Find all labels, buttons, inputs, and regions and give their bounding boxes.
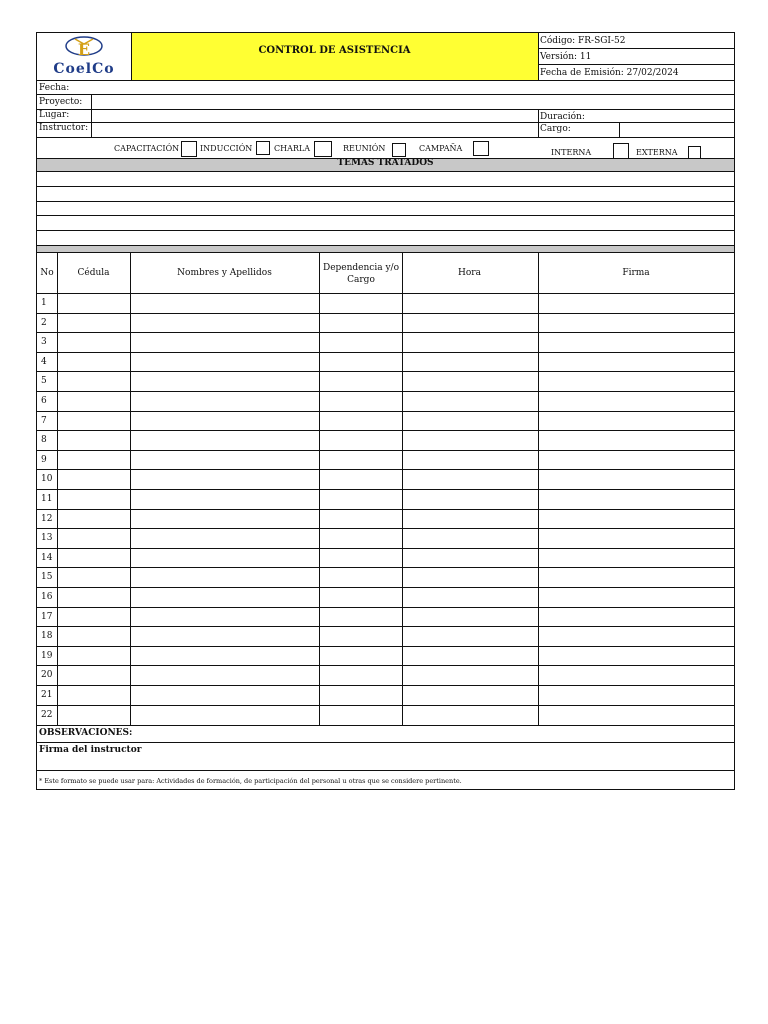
- table-row-divider: [37, 391, 735, 392]
- row-number: 3: [41, 337, 47, 348]
- table-row-divider: [37, 332, 735, 333]
- footer-note: * Este formato se puede usar para: Actividades de formación, de participación del personal u otras que se considere pertinente.: [39, 777, 462, 785]
- rule: [538, 109, 539, 137]
- type-campana-label: CAMPAÑA: [419, 144, 463, 153]
- rule: [37, 245, 735, 246]
- induccion-checkbox[interactable]: [256, 141, 270, 155]
- row-number: 7: [41, 415, 47, 426]
- observaciones-label: OBSERVACIONES:: [39, 728, 133, 738]
- temas-title: TEMAS TRATADOS: [337, 158, 434, 168]
- campana-checkbox[interactable]: [473, 141, 489, 156]
- row-number: 9: [41, 454, 47, 465]
- form-version: Versión: 11: [540, 52, 592, 62]
- rule: [37, 215, 735, 216]
- lugar-label: Lugar:: [39, 110, 70, 120]
- rule: [319, 252, 320, 725]
- table-row-divider: [37, 646, 735, 647]
- rule: [37, 158, 735, 159]
- svg-text:E: E: [77, 40, 91, 59]
- rule: [91, 94, 92, 137]
- col-header-nombres: Nombres y Apellidos: [177, 268, 272, 278]
- rule: [130, 252, 131, 725]
- rule: [37, 109, 735, 110]
- table-row-divider: [37, 450, 735, 451]
- table-row-divider: [37, 489, 735, 490]
- col-header-dependencia: Dependencia y/o Cargo: [323, 263, 399, 285]
- row-number: 13: [41, 533, 53, 544]
- table-row-divider: [37, 607, 735, 608]
- col-header-hora: Hora: [458, 268, 481, 278]
- title-background: [131, 33, 538, 80]
- rule: [538, 33, 539, 80]
- rule: [37, 725, 735, 726]
- row-number: 11: [41, 494, 53, 504]
- row-number: 8: [41, 435, 47, 446]
- row-number: 15: [41, 572, 53, 583]
- row-number: 19: [41, 650, 53, 661]
- row-number: 5: [41, 376, 47, 387]
- table-row-divider: [37, 665, 735, 666]
- rule: [37, 122, 735, 123]
- rule: [37, 186, 735, 187]
- scope-interna-label: INTERNA: [551, 148, 592, 157]
- company-logo: [41, 35, 127, 79]
- row-number: 4: [41, 356, 47, 367]
- capacitacion-checkbox[interactable]: [181, 141, 197, 157]
- rule: [538, 64, 735, 65]
- table-row-divider: [37, 411, 735, 412]
- rule: [37, 230, 735, 231]
- rule: [57, 252, 58, 725]
- cargo-label: Cargo:: [540, 124, 571, 134]
- rule: [37, 80, 735, 81]
- col-header-cedula: Cédula: [77, 268, 110, 278]
- row-number: 20: [41, 670, 53, 681]
- reunion-checkbox[interactable]: [392, 143, 406, 157]
- row-number: 6: [41, 396, 47, 406]
- fecha-label: Fecha:: [39, 83, 70, 93]
- row-number: 21: [41, 690, 53, 700]
- table-row-divider: [37, 567, 735, 568]
- form-title: CONTROL DE ASISTENCIA: [258, 45, 411, 56]
- col-header-no: No: [40, 268, 54, 278]
- interna-checkbox[interactable]: [613, 143, 629, 159]
- form-code: Código: FR-SGI-52: [540, 36, 626, 46]
- row-number: 18: [41, 631, 53, 642]
- scope-externa-label: EXTERNA: [636, 148, 678, 157]
- logo-text: CoelCo: [53, 61, 115, 77]
- rule: [37, 171, 735, 172]
- rule: [402, 252, 403, 725]
- rule: [538, 252, 539, 725]
- table-row-divider: [37, 352, 735, 353]
- instructor-label: Instructor:: [39, 123, 89, 133]
- rule: [37, 742, 735, 743]
- type-capacitacion-label: CAPACITACIÓN: [114, 144, 180, 153]
- table-row-divider: [37, 371, 735, 372]
- row-number: 22: [41, 709, 53, 720]
- table-row-divider: [37, 626, 735, 627]
- type-reunion-label: REUNIÓN: [343, 144, 386, 153]
- rule: [37, 770, 735, 771]
- row-number: 2: [41, 317, 47, 328]
- table-row-divider: [37, 548, 735, 549]
- table-row-divider: [37, 509, 735, 510]
- row-number: 16: [41, 592, 53, 602]
- table-row-divider: [37, 430, 735, 431]
- rule: [37, 201, 735, 202]
- table-row-divider: [37, 469, 735, 470]
- rule: [37, 293, 735, 294]
- type-induccion-label: INDUCCIÓN: [200, 144, 253, 153]
- table-row-divider: [37, 587, 735, 588]
- rule: [37, 252, 735, 253]
- firma-instructor-label: Firma del instructor: [39, 745, 142, 755]
- rule: [37, 94, 735, 95]
- table-row-divider: [37, 528, 735, 529]
- row-number: 1: [41, 298, 47, 308]
- charla-checkbox[interactable]: [314, 141, 332, 157]
- rule: [538, 48, 735, 49]
- rule: [619, 122, 620, 137]
- table-row-divider: [37, 313, 735, 314]
- type-charla-label: CHARLA: [274, 144, 310, 153]
- row-number: 10: [41, 474, 53, 485]
- rule: [37, 137, 735, 138]
- row-number: 14: [41, 552, 53, 563]
- rule: [131, 33, 132, 80]
- table-row-divider: [37, 685, 735, 686]
- temas-separator-bg: [37, 245, 734, 252]
- row-number: 12: [41, 513, 53, 524]
- row-number: 17: [41, 611, 53, 622]
- attendance-form: [36, 32, 735, 790]
- col-header-firma: Firma: [622, 268, 650, 278]
- table-row-divider: [37, 705, 735, 706]
- duracion-label: Duración:: [540, 112, 585, 122]
- form-issue-date: Fecha de Emisión: 27/02/2024: [540, 68, 679, 78]
- proyecto-label: Proyecto:: [39, 97, 83, 107]
